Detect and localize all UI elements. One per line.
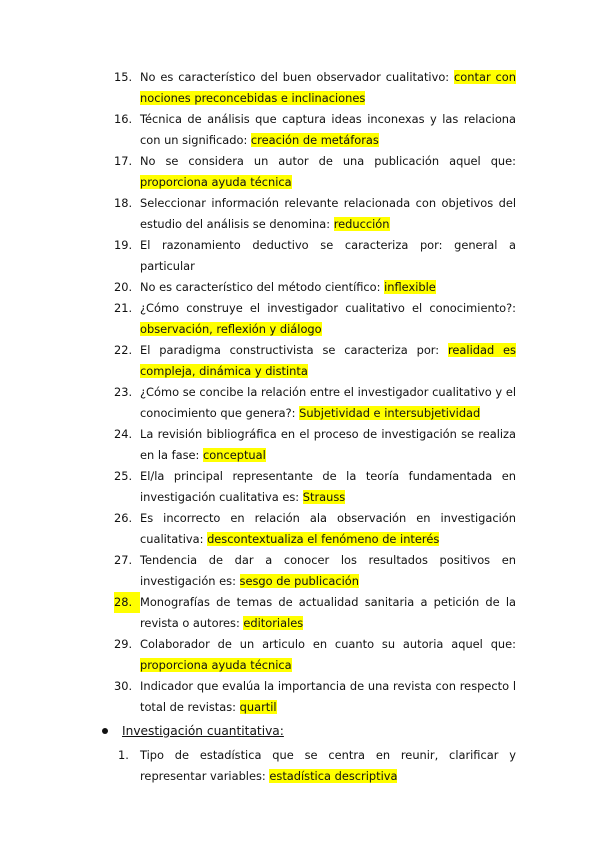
item-answer: proporciona ayuda técnica [140, 658, 292, 672]
list-item-30 [114, 676, 516, 718]
item-text: No es característico del buen observador cualitativo: [140, 70, 455, 84]
list-item-19 [114, 235, 516, 277]
item-text: Monografías de temas de actualidad sanitaria a petición de la revista o autores: [140, 595, 516, 630]
item-text: El/la principal representante de la teoría fundamentada en investigación cualitativa es: [140, 469, 516, 504]
sub-list-item-1 [118, 745, 516, 787]
item-text: El razonamiento deductivo se caracteriza por: general a particular [140, 238, 516, 273]
list-item-15 [114, 67, 516, 109]
bullet-icon [102, 728, 108, 734]
item-number: 21. [114, 301, 133, 315]
list-item-26 [114, 508, 516, 550]
item-answer: quartil [239, 700, 277, 714]
item-answer: observación, reflexión y diálogo [140, 322, 322, 336]
item-answer: creación de metáforas [250, 133, 379, 147]
list-item-27 [114, 550, 516, 592]
item-text: La revisión bibliográfica en el proceso de investigación se realiza en la fase: [140, 427, 516, 462]
item-text: No se considera un autor de una publicación aquel que: [140, 154, 516, 168]
list-item-28 [114, 592, 516, 634]
item-answer: realidad es compleja, dinámica y distinta [140, 343, 516, 378]
item-text: No es característico del método científico: [140, 280, 385, 294]
item-number: 19. [114, 238, 133, 252]
item-answer: inflexible [384, 280, 436, 294]
list-item-18 [114, 193, 516, 235]
item-number: 26. [114, 511, 133, 525]
question-list [0, 67, 599, 787]
item-number-highlighted: 28. [114, 592, 140, 613]
item-answer: editoriales [243, 616, 304, 630]
list-item-23 [114, 382, 516, 424]
item-number: 27. [114, 553, 133, 567]
item-text: Tipo de estadística que se centra en reunir, clarificar y representar variables: [140, 748, 516, 783]
item-number: 18. [114, 196, 133, 210]
item-answer: sesgo de publicación [239, 574, 359, 588]
list-item-22 [114, 340, 516, 382]
item-text: Es incorrecto en relación ala observación en investigación cualitativa: [140, 511, 516, 546]
item-number: 20. [114, 280, 133, 294]
item-answer: descontextualiza el fenómeno de interés [207, 532, 440, 546]
item-text: ¿Cómo se concibe la relación entre el investigador cualitativo y el conocimiento que genera?: [140, 385, 516, 420]
item-answer: reducción [333, 217, 390, 231]
item-number: 29. [114, 637, 133, 651]
item-answer: estadística descriptiva [269, 769, 398, 783]
item-number: 1. [118, 748, 129, 762]
item-text: Técnica de análisis que captura ideas inconexas y las relaciona con un significado: [140, 112, 516, 147]
item-number: 24. [114, 427, 133, 441]
item-answer: contar con nociones preconcebidas e inclinaciones [140, 70, 516, 105]
item-number: 17. [114, 154, 133, 168]
section-heading [122, 720, 599, 742]
list-item-16 [114, 109, 516, 151]
item-answer: conceptual [203, 448, 266, 462]
list-item-17 [114, 151, 516, 193]
item-text: ¿Cómo construye el investigador cualitativo el conocimiento?: [140, 301, 516, 315]
list-item-20 [114, 277, 516, 298]
item-number: 30. [114, 679, 133, 693]
item-text: Colaborador de un articulo en cuanto su autoria aquel que: [140, 637, 516, 651]
item-answer: Strauss [302, 490, 346, 504]
item-text: Tendencia de dar a conocer los resultados positivos en investigación es: [140, 553, 516, 588]
section-title: Investigación cuantitativa: [122, 724, 284, 738]
list-item-24 [114, 424, 516, 466]
item-text: Seleccionar información relevante relacionada con objetivos del estudio del análisis se denomina: [140, 196, 516, 231]
list-item-21 [114, 298, 516, 340]
item-text: El paradigma constructivista se caracteriza por: [140, 343, 448, 357]
item-number: 16. [114, 112, 133, 126]
list-item-25 [114, 466, 516, 508]
item-number: 22. [114, 343, 133, 357]
item-answer: proporciona ayuda técnica [140, 175, 292, 189]
item-answer: Subjetividad e intersubjetividad [299, 406, 481, 420]
item-text: Indicador que evalúa la importancia de una revista con respecto l total de revistas: [140, 679, 516, 714]
item-number: 15. [114, 70, 133, 84]
item-number: 23. [114, 385, 133, 399]
list-item-29 [114, 634, 516, 676]
item-number: 25. [114, 469, 133, 483]
